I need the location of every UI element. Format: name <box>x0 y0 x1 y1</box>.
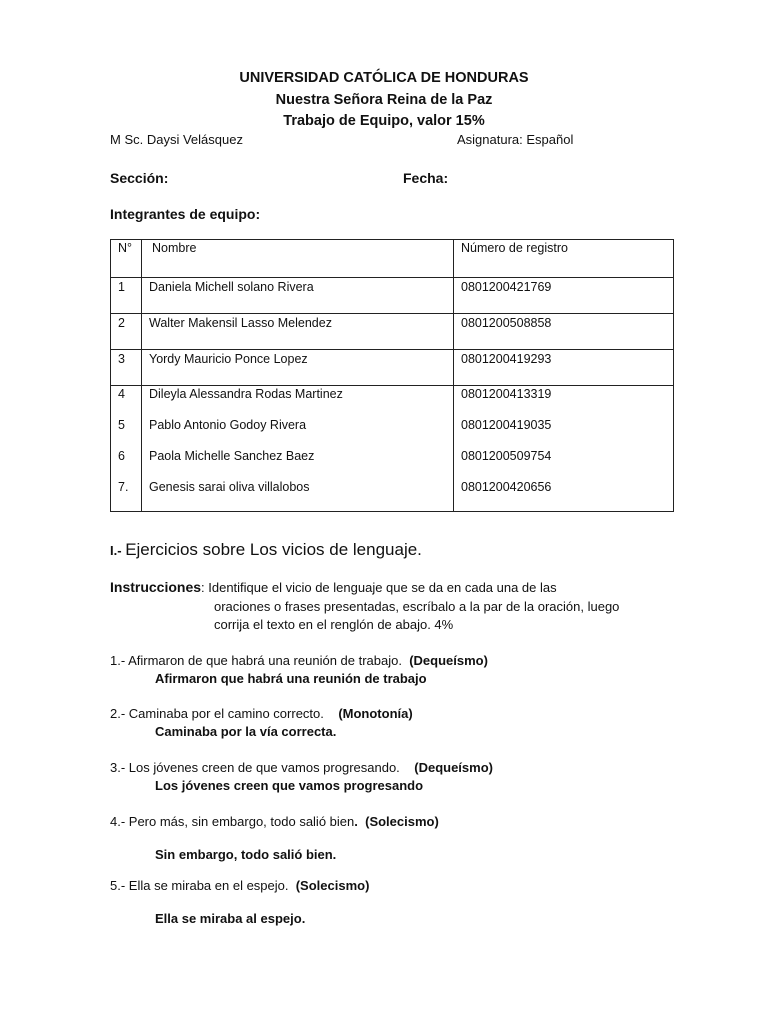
registration-number: 0801200420656 <box>461 480 552 494</box>
section-heading <box>110 540 422 560</box>
date-label: Fecha: <box>403 170 449 186</box>
member-name: Genesis sarai oliva villalobos <box>149 480 310 494</box>
table-row <box>111 314 674 350</box>
exercise-vice: (Dequeísmo) <box>409 653 488 668</box>
row-number: 5 <box>118 418 125 432</box>
table-header-row <box>111 240 674 278</box>
exercise-4 <box>110 814 439 829</box>
section-numeral: I.- <box>110 543 122 558</box>
exercise-correction: Caminaba por la vía correcta. <box>155 724 337 739</box>
instructions-line-1 <box>110 579 557 595</box>
member-name: Walter Makensil Lasso Melendez <box>142 314 454 350</box>
table-row <box>111 350 674 386</box>
table-row <box>111 278 674 314</box>
member-name: Dileyla Alessandra Rodas Martinez <box>149 387 343 401</box>
members-table <box>110 239 674 512</box>
exercise-correction: Afirmaron que habrá una reunión de trabajo <box>155 671 427 686</box>
member-name: Paola Michelle Sanchez Baez <box>149 449 315 463</box>
exercise-period: . <box>354 814 358 829</box>
section-label: Sección: <box>110 170 169 186</box>
instructions-label: Instrucciones <box>110 579 202 595</box>
teacher-name: M Sc. Daysi Velásquez <box>110 132 243 147</box>
exercise-correction: Los jóvenes creen que vamos progresando <box>155 778 424 793</box>
assignment-title: Trabajo de Equipo, valor 15% <box>283 113 485 129</box>
row-number: 6 <box>118 449 125 463</box>
team-label: Integrantes de equipo: <box>110 206 261 222</box>
exercise-sentence: 3.- Los jóvenes creen de que vamos progresando. <box>110 760 400 775</box>
registration-number: 0801200421769 <box>454 278 674 314</box>
registration-number: 0801200508858 <box>454 314 674 350</box>
member-name: Yordy Mauricio Ponce Lopez <box>142 350 454 386</box>
exercise-sentence: 1.- Afirmaron de que habrá una reunión de trabajo. <box>110 653 402 668</box>
instructions-line-3: corrija el texto en el renglón de abajo. 4% <box>214 617 454 632</box>
header-number: N° <box>111 240 142 278</box>
exercise-vice: (Solecismo) <box>295 878 370 893</box>
row-number: 2 <box>111 314 142 350</box>
registration-number: 0801200419293 <box>454 350 674 386</box>
header-name: Nombre <box>142 240 454 278</box>
row-numbers <box>111 386 142 512</box>
table-row-group <box>111 386 674 512</box>
registration-number: 0801200509754 <box>461 449 552 463</box>
row-number: 1 <box>111 278 142 314</box>
member-name: Daniela Michell solano Rivera <box>142 278 454 314</box>
subject-label: Asignatura: Español <box>457 132 574 147</box>
exercise-correction: Ella se miraba al espejo. <box>155 911 306 926</box>
registration-numbers <box>454 386 674 512</box>
instructions-text: : Identifique el vicio de lenguaje que se da en cada una de las <box>201 580 557 595</box>
instructions-line-2: oraciones o frases presentadas, escríbalo a la par de la oración, luego <box>214 599 620 614</box>
header-registration: Número de registro <box>454 240 674 278</box>
registration-number: 0801200413319 <box>461 387 552 401</box>
registration-number: 0801200419035 <box>461 418 552 432</box>
exercise-vice: (Monotonía) <box>338 706 413 721</box>
row-number: 3 <box>111 350 142 386</box>
exercise-sentence: 5.- Ella se miraba en el espejo. <box>110 878 289 893</box>
exercise-vice: (Dequeísmo) <box>414 760 493 775</box>
exercise-3 <box>110 760 493 775</box>
row-number: 4 <box>118 387 125 401</box>
exercise-vice: (Solecismo) <box>365 814 439 829</box>
exercise-sentence: 2.- Caminaba por el camino correcto. <box>110 706 324 721</box>
exercise-sentence: 4.- Pero más, sin embargo, todo salió bien <box>110 814 355 829</box>
exercise-5 <box>110 878 369 893</box>
section-title: Ejercicios sobre Los vicios de lenguaje. <box>125 540 422 559</box>
exercise-2 <box>110 706 413 721</box>
university-title: UNIVERSIDAD CATÓLICA DE HONDURAS <box>239 70 529 86</box>
campus-title: Nuestra Señora Reina de la Paz <box>275 92 493 108</box>
exercise-1 <box>110 653 488 668</box>
member-name: Pablo Antonio Godoy Rivera <box>149 418 307 432</box>
exercise-correction: Sin embargo, todo salió bien. <box>155 847 337 862</box>
row-number: 7. <box>118 480 129 494</box>
member-names <box>142 386 454 512</box>
